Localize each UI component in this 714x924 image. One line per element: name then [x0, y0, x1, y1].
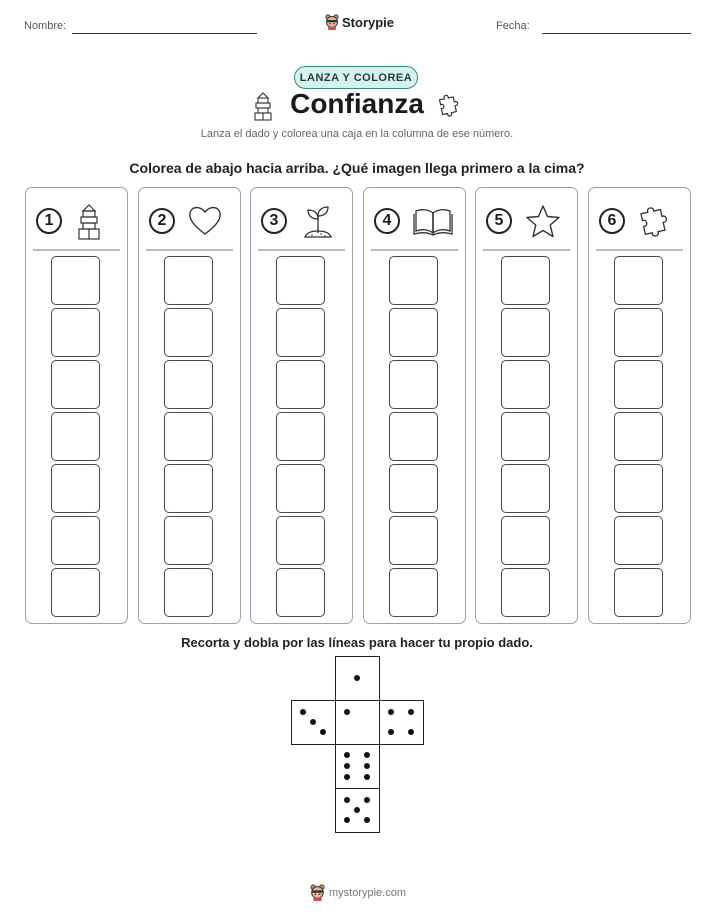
color-box[interactable]: [389, 412, 438, 461]
storypie-mascot-icon: [310, 884, 325, 901]
color-box[interactable]: [164, 412, 213, 461]
column-number: 4: [374, 208, 400, 234]
open-book-icon: [412, 203, 454, 239]
name-label: Nombre:: [24, 20, 67, 32]
color-box[interactable]: [501, 256, 550, 305]
color-box[interactable]: [276, 568, 325, 617]
color-box[interactable]: [389, 360, 438, 409]
color-box[interactable]: [164, 464, 213, 513]
color-box[interactable]: [501, 360, 550, 409]
color-box[interactable]: [276, 360, 325, 409]
color-box[interactable]: [51, 308, 100, 357]
die-face-one: [335, 656, 380, 701]
column-number: 2: [149, 208, 175, 234]
color-box[interactable]: [501, 464, 550, 513]
column-4: [363, 187, 466, 624]
color-box[interactable]: [614, 360, 663, 409]
column-3: [250, 187, 353, 624]
color-box[interactable]: [276, 256, 325, 305]
color-box[interactable]: [276, 308, 325, 357]
column-5: [475, 187, 578, 624]
color-box[interactable]: [164, 568, 213, 617]
color-box[interactable]: [389, 516, 438, 565]
puzzle-piece-icon: [437, 93, 462, 121]
color-box[interactable]: [501, 412, 550, 461]
column-number: 5: [486, 208, 512, 234]
sprout-icon: [299, 203, 337, 241]
color-box[interactable]: [389, 256, 438, 305]
name-line: [72, 33, 257, 34]
date-line: [542, 33, 691, 34]
color-box[interactable]: [614, 256, 663, 305]
color-box[interactable]: [164, 256, 213, 305]
date-label: Fecha:: [496, 20, 530, 32]
brand-name: Storypie: [342, 14, 395, 30]
color-box[interactable]: [389, 464, 438, 513]
column-number: 3: [261, 208, 287, 234]
column-number: 1: [36, 208, 62, 234]
color-box[interactable]: [389, 308, 438, 357]
brand-logo: [325, 14, 394, 30]
color-box[interactable]: [501, 568, 550, 617]
die-face-four: [379, 700, 424, 745]
die-face-six: [335, 744, 380, 789]
color-box[interactable]: [276, 516, 325, 565]
die-face-five: [335, 788, 380, 833]
color-box[interactable]: [614, 464, 663, 513]
color-box[interactable]: [501, 308, 550, 357]
color-box[interactable]: [389, 568, 438, 617]
color-box[interactable]: [51, 464, 100, 513]
color-box[interactable]: [51, 516, 100, 565]
column-6: [588, 187, 691, 624]
color-box[interactable]: [164, 516, 213, 565]
color-box[interactable]: [501, 516, 550, 565]
color-box[interactable]: [51, 412, 100, 461]
coloring-instruction: Colorea de abajo hacia arriba. ¿Qué imagen llega primero a la cima?: [129, 160, 585, 176]
star-icon: [524, 203, 562, 241]
color-box[interactable]: [51, 256, 100, 305]
color-box[interactable]: [614, 412, 663, 461]
color-box[interactable]: [276, 464, 325, 513]
footer: [310, 884, 406, 901]
color-box[interactable]: [614, 308, 663, 357]
page-title: Confianza: [290, 88, 424, 119]
column-2: [138, 187, 241, 624]
block-tower-icon: [74, 203, 104, 243]
page-subtitle: Lanza el dado y colorea una caja en la columna de ese número.: [200, 128, 514, 140]
color-box[interactable]: [51, 568, 100, 617]
activity-badge: LANZA Y COLOREA: [294, 66, 418, 89]
die-face-three: [291, 700, 336, 745]
color-box[interactable]: [164, 360, 213, 409]
color-box[interactable]: [51, 360, 100, 409]
column-number: 6: [599, 208, 625, 234]
color-box[interactable]: [276, 412, 325, 461]
storypie-mascot-icon: [325, 14, 339, 30]
heart-icon: [187, 203, 223, 239]
die-face-one: [335, 700, 380, 745]
puzzle-piece-icon: [637, 203, 673, 241]
color-box[interactable]: [164, 308, 213, 357]
color-box[interactable]: [614, 516, 663, 565]
column-1: [25, 187, 128, 624]
footer-url[interactable]: mystorypie.com: [329, 886, 407, 899]
die-instruction: Recorta y dobla por las líneas para hacer tu propio dado.: [181, 635, 533, 650]
color-box[interactable]: [614, 568, 663, 617]
